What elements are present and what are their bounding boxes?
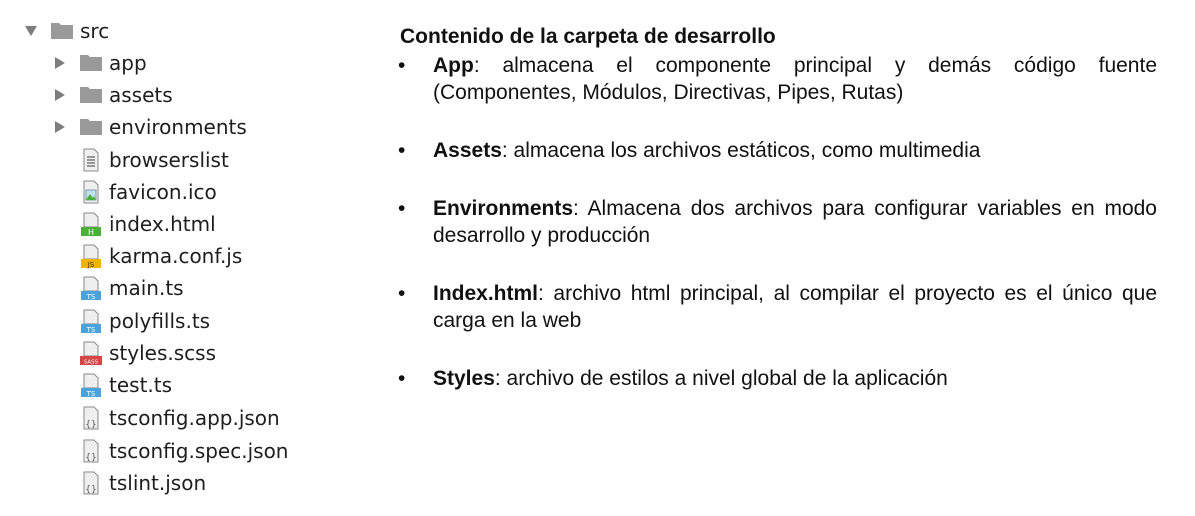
folder-icon (79, 114, 103, 140)
description-term: App (433, 54, 474, 77)
tree-item-label: polyfills.ts (109, 309, 211, 333)
tree-item-label: favicon.ico (109, 180, 217, 204)
tree-file-tslint[interactable] (79, 468, 206, 498)
sass-file-icon (79, 340, 103, 366)
description-term: Index.html (433, 282, 539, 305)
description-title: Contenido de la carpeta de desarrollo (400, 25, 776, 48)
tree-file-polyfills-ts[interactable] (79, 306, 210, 336)
bullet-icon: • (398, 197, 406, 220)
json-file-icon (79, 405, 103, 431)
svg-text:TS: TS (86, 390, 96, 398)
description-item-styles (400, 365, 1157, 392)
folder-icon (79, 50, 103, 76)
tree-item-label: karma.conf.js (109, 244, 243, 268)
description-text: : almacena el componente principal y demás código fuente (Componentes, Módulos, Directivas, Pipes, Rutas) (433, 54, 1157, 104)
description-text: : Almacena dos archivos para configurar variables en modo desarrollo y producción (433, 197, 1157, 247)
ts-file-icon (79, 372, 103, 398)
svg-text:JS: JS (87, 261, 95, 269)
description-text: : archivo de estilos a nivel global de la aplicación (494, 367, 948, 390)
tree-file-main-ts[interactable] (79, 273, 184, 303)
description-panel (400, 22, 1157, 392)
description-item-assets (400, 137, 1157, 164)
description-text: : almacena los archivos estáticos, como multimedia (501, 139, 981, 162)
bullet-icon: • (398, 282, 406, 305)
text-file-icon (79, 147, 103, 173)
description-text: : archivo html principal, al compilar el proyecto es el único que carga en la web (433, 282, 1157, 332)
tree-item-label: tsconfig.spec.json (109, 439, 289, 463)
tree-item-label: browserslist (109, 148, 229, 172)
html-file-icon (79, 211, 103, 237)
description-item-index-html (400, 280, 1157, 334)
tree-folder-assets[interactable] (51, 80, 173, 110)
tree-file-browserslist[interactable] (79, 145, 229, 175)
tree-item-label: assets (109, 83, 173, 107)
tree-item-label: tslint.json (109, 471, 207, 495)
tree-item-label: styles.scss (109, 341, 216, 365)
ts-file-icon (79, 275, 103, 301)
tree-item-label: app (109, 51, 147, 75)
tree-item-label: index.html (109, 212, 216, 236)
svg-text:TS: TS (86, 326, 96, 334)
tree-item-label: test.ts (109, 373, 173, 397)
description-term: Styles (433, 367, 495, 390)
tree-file-karma-conf[interactable] (79, 241, 242, 271)
tree-file-tsconfig-app[interactable] (79, 403, 280, 433)
json-file-icon (79, 438, 103, 464)
tree-item-label: tsconfig.app.json (109, 406, 280, 430)
description-item-environments (400, 195, 1157, 249)
folder-icon (79, 82, 103, 108)
tree-item-label: environments (109, 115, 247, 139)
tree-folder-environments[interactable] (51, 112, 247, 142)
folder-icon (50, 18, 74, 44)
chevron-right-icon[interactable] (51, 54, 69, 72)
tree-file-test-ts[interactable] (79, 370, 172, 400)
svg-text:{}: {} (85, 485, 97, 495)
image-file-icon (79, 179, 103, 205)
tree-item-label: src (80, 19, 110, 43)
description-item-app (400, 52, 1157, 106)
description-term: Assets (433, 139, 502, 162)
file-tree (0, 0, 380, 516)
svg-text:TS: TS (86, 293, 96, 301)
bullet-icon: • (398, 54, 406, 77)
tree-file-styles-scss[interactable] (79, 338, 216, 368)
chevron-down-icon[interactable] (22, 22, 40, 40)
tree-item-label: main.ts (109, 276, 184, 300)
tree-file-favicon[interactable] (79, 177, 217, 207)
bullet-icon: • (398, 139, 406, 162)
chevron-right-icon[interactable] (51, 118, 69, 136)
ts-file-icon (79, 308, 103, 334)
json-file-icon (79, 470, 103, 496)
bullet-icon: • (398, 367, 406, 390)
tree-folder-app[interactable] (51, 48, 147, 78)
js-file-icon (79, 243, 103, 269)
chevron-right-icon[interactable] (51, 86, 69, 104)
svg-text:H: H (87, 228, 95, 237)
description-term: Environments (433, 197, 574, 220)
svg-text:{}: {} (85, 420, 97, 430)
svg-text:{}: {} (85, 453, 97, 463)
tree-file-tsconfig-spec[interactable] (79, 436, 288, 466)
tree-root-src[interactable] (22, 16, 109, 46)
svg-text:SASS: SASS (83, 359, 99, 366)
tree-file-index-html[interactable] (79, 209, 216, 239)
